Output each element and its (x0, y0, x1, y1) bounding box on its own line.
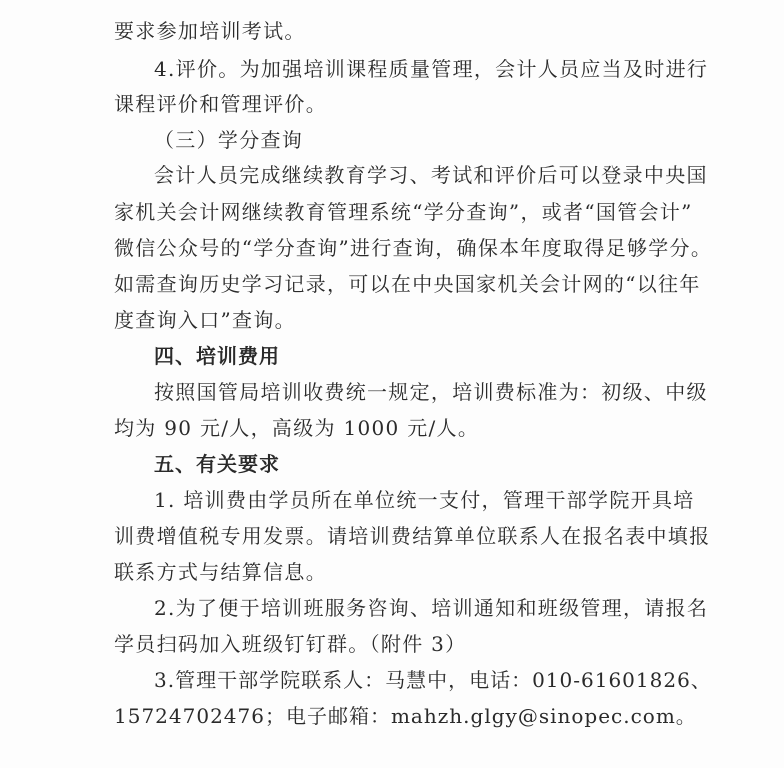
text-line: 会计人员完成继续教育学习、考试和评价后可以登录中央国 (154, 163, 708, 187)
section-heading: （三）学分查询 (154, 128, 304, 152)
text-line: 微信公众号的“学分查询”进行查询，确保本年度取得足够学分。 (114, 236, 713, 260)
text-line: 2.为了便于培训班服务咨询、培训通知和班级管理，请报名 (154, 596, 709, 620)
text-line: 4.评价。为加强培训课程质量管理，会计人员应当及时进行 (154, 57, 709, 81)
text-line: 度查询入口”查询。 (114, 308, 296, 332)
text-line: 3.管理干部学院联系人：马慧中，电话：010-61601826、 (154, 668, 712, 692)
text-line: 训费增值税专用发票。请培训费结算单位联系人在报名表中填报 (114, 524, 711, 548)
section-heading: 四、培训费用 (154, 344, 280, 368)
text-line: 学员扫码加入班级钉钉群。（附件 3） (114, 632, 467, 656)
text-line: 家机关会计网继续教育管理系统“学分查询”，或者“国管会计” (114, 200, 693, 224)
text-line: 按照国管局培训收费统一规定，培训费标准为：初级、中级 (154, 380, 708, 404)
text-line: 联系方式与结算信息。 (114, 560, 327, 584)
text-line: 均为 90 元/人，高级为 1000 元/人。 (114, 416, 480, 440)
text-line: 15724702476；电子邮箱：mahzh.glgy@sinopec.com。 (114, 704, 697, 728)
section-heading: 五、有关要求 (154, 452, 280, 476)
text-line: 课程评价和管理评价。 (114, 92, 327, 116)
text-line: 如需查询历史学习记录，可以在中央国家机关会计网的“以往年 (114, 272, 701, 296)
text-line: 1. 培训费由学员所在单位统一支付，管理干部学院开具培 (154, 488, 695, 512)
text-line: 要求参加培训考试。 (114, 19, 306, 43)
